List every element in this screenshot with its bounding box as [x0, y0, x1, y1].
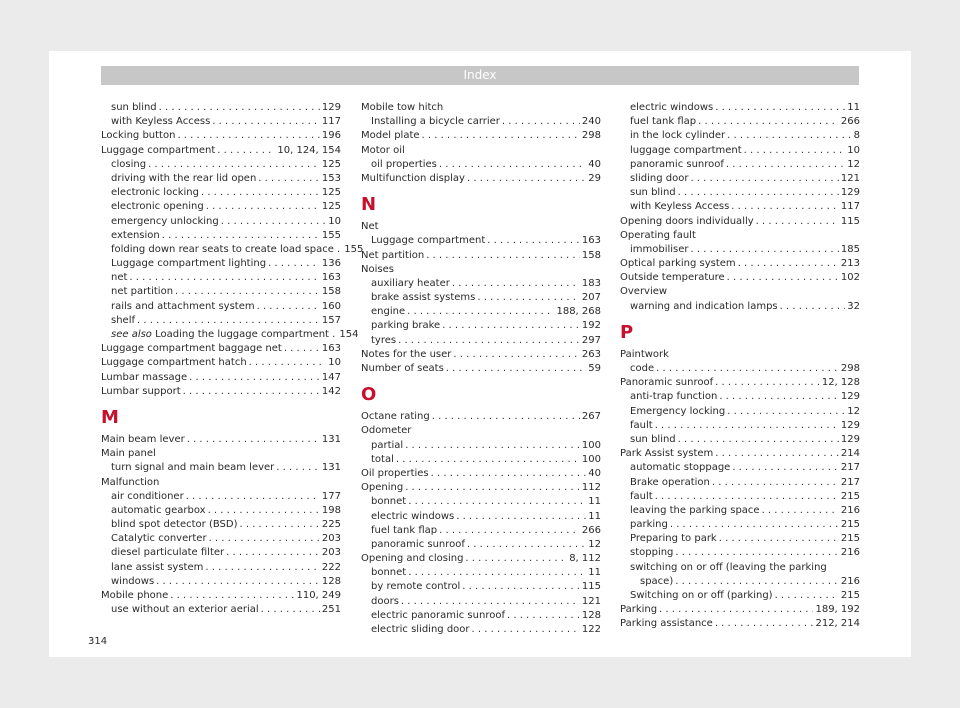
- index-entry: partial . . . 100: [361, 439, 601, 453]
- header-title: Index: [463, 68, 497, 82]
- index-entry: net partition . . . 158: [101, 285, 341, 299]
- index-entry: code . . . 298: [620, 362, 860, 376]
- index-heading: Main panel: [101, 448, 156, 460]
- index-entry: with Keyless Access . . . 117: [101, 115, 341, 129]
- index-entry: engine . . . 188, 268: [361, 305, 601, 319]
- index-entry: folding down rear seats to create load space . 155: [111, 243, 364, 255]
- index-entry: Parking . . . 189, 192: [620, 603, 860, 617]
- index-entry: blind spot detector (BSD) . . . 225: [101, 518, 341, 532]
- index-entry: shelf . . . 157: [101, 314, 341, 328]
- index-entry: Catalytic converter . . . 203: [101, 532, 341, 546]
- index-entry: Octane rating . . . 267: [361, 410, 601, 424]
- index-heading: Malfunction: [101, 476, 160, 488]
- index-entry: tyres . . . 297: [361, 334, 601, 348]
- index-entry: anti-trap function . . . 129: [620, 390, 860, 404]
- index-entry: doors . . . 121: [361, 595, 601, 609]
- index-entry: Luggage compartment lighting . . . 136: [101, 257, 341, 271]
- index-entry: with Keyless Access . . . 117: [620, 200, 860, 214]
- index-entry: parking . . . 215: [620, 518, 860, 532]
- index-entry: leaving the parking space . . . 216: [620, 504, 860, 518]
- index-entry: fuel tank flap . . . 266: [620, 115, 860, 129]
- index-entry: electric windows . . . 11: [620, 101, 860, 115]
- index-entry: parking brake . . . 192: [361, 319, 601, 333]
- index-entry: windows . . . 128: [101, 575, 341, 589]
- index-column-1: [101, 101, 364, 617]
- index-entry: diesel particulate filter . . . 203: [101, 546, 341, 560]
- index-entry: Emergency locking . . . 12: [620, 405, 860, 419]
- index-entry: Locking button . . . 196: [101, 129, 341, 143]
- index-heading: Overview: [620, 286, 668, 298]
- index-entry: Installing a bicycle carrier . . . 240: [361, 115, 601, 129]
- index-entry: electric panoramic sunroof . . . 128: [361, 609, 601, 623]
- index-entry: lane assist system . . . 222: [101, 561, 341, 575]
- section-letter-p: P: [620, 321, 634, 343]
- index-entry: Luggage compartment . . . 163: [361, 234, 601, 248]
- index-heading: Net: [361, 221, 379, 233]
- index-heading: switching on or off (leaving the parking: [630, 561, 827, 573]
- section-letter-n: N: [361, 194, 377, 216]
- index-entry: use without an exterior aerial . . . 251: [101, 603, 341, 617]
- index-entry: Outside temperature . . . 102: [620, 271, 860, 285]
- index-entry: see also Loading the luggage compartment . 154: [111, 329, 359, 340]
- index-heading: Operating fault: [620, 229, 696, 241]
- page-header: [101, 66, 859, 85]
- index-heading: Noises: [361, 263, 394, 275]
- index-entry: warning and indication lamps . . . 32: [620, 300, 860, 314]
- index-entry: Optical parking system . . . 213: [620, 257, 860, 271]
- index-entry: stopping . . . 216: [620, 546, 860, 560]
- index-entry: brake assist systems . . . 207: [361, 291, 601, 305]
- index-entry: emergency unlocking . . . 10: [101, 215, 341, 229]
- index-entry: space) . . . 216: [620, 575, 860, 589]
- index-entry: electronic opening . . . 125: [101, 200, 341, 214]
- index-entry: sun blind . . . 129: [101, 101, 341, 115]
- index-entry: Lumbar support . . . 142: [101, 385, 341, 399]
- index-entry: bonnet . . . 11: [361, 495, 601, 509]
- index-entry: fuel tank flap . . . 266: [361, 524, 601, 538]
- index-entry: in the lock cylinder . . . 8: [620, 129, 860, 143]
- index-entry: Notes for the user . . . 263: [361, 348, 601, 362]
- index-entry: sun blind . . . 129: [620, 433, 860, 447]
- index-heading: Odometer: [361, 425, 412, 437]
- index-entry: rails and attachment system . . . 160: [101, 300, 341, 314]
- index-heading: Paintwork: [620, 348, 669, 360]
- index-entry: fault . . . 129: [620, 419, 860, 433]
- index-entry: panoramic sunroof . . . 12: [620, 158, 860, 172]
- index-entry: auxiliary heater . . . 183: [361, 277, 601, 291]
- index-entry: electronic locking . . . 125: [101, 186, 341, 200]
- index-entry: Opening doors individually . . . 115: [620, 215, 860, 229]
- index-entry: Luggage compartment hatch . . . 10: [101, 356, 341, 370]
- index-entry: Oil properties . . . 40: [361, 467, 601, 481]
- index-entry: by remote control . . . 115: [361, 580, 601, 594]
- index-entry: total . . . 100: [361, 453, 601, 467]
- index-entry: electric windows . . . 11: [361, 510, 601, 524]
- index-entry: Preparing to park . . . 215: [620, 532, 860, 546]
- index-entry: net . . . 163: [101, 271, 341, 285]
- index-entry: automatic stoppage . . . 217: [620, 461, 860, 475]
- page-number: 314: [88, 636, 108, 647]
- index-entry: bonnet . . . 11: [361, 566, 601, 580]
- index-entry: Net partition . . . 158: [361, 249, 601, 263]
- index-entry: sun blind . . . 129: [620, 186, 860, 200]
- index-entry: Switching on or off (parking) . . . 215: [620, 589, 860, 603]
- index-column-2: [361, 101, 601, 637]
- index-entry: Parking assistance . . . 212, 214: [620, 617, 860, 631]
- index-entry: turn signal and main beam lever . . . 131: [101, 461, 341, 475]
- index-entry: immobiliser . . . 185: [620, 243, 860, 257]
- index-entry: Multifunction display . . . 29: [361, 172, 601, 186]
- index-entry: extension . . . 155: [101, 229, 341, 243]
- index-entry: luggage compartment . . . 10: [620, 144, 860, 158]
- index-entry: sliding door . . . 121: [620, 172, 860, 186]
- index-entry: air conditioner . . . 177: [101, 490, 341, 504]
- index-entry: fault . . . 215: [620, 490, 860, 504]
- index-entry: automatic gearbox . . . 198: [101, 504, 341, 518]
- index-entry: Brake operation . . . 217: [620, 476, 860, 490]
- index-entry: driving with the rear lid open . . . 153: [101, 172, 341, 186]
- section-letter-o: O: [361, 384, 377, 406]
- index-entry: Panoramic sunroof . . . 12, 128: [620, 376, 860, 390]
- section-letter-m: M: [101, 406, 119, 428]
- index-column-3: [620, 101, 860, 632]
- index-heading: Motor oil: [361, 144, 405, 156]
- index-entry: panoramic sunroof . . . 12: [361, 538, 601, 552]
- index-entry: Main beam lever . . . 131: [101, 433, 341, 447]
- index-entry: Opening and closing . . . 8, 112: [361, 552, 601, 566]
- index-entry: Opening . . . 112: [361, 481, 601, 495]
- index-entry: Number of seats . . . 59: [361, 362, 601, 376]
- index-entry: Luggage compartment . . . 10, 124, 154: [101, 144, 341, 158]
- index-entry: electric sliding door . . . 122: [361, 623, 601, 637]
- index-entry: Mobile phone . . . 110, 249: [101, 589, 341, 603]
- index-entry: oil properties . . . 40: [361, 158, 601, 172]
- index-heading: Mobile tow hitch: [361, 102, 444, 113]
- index-entry: Lumbar massage . . . 147: [101, 371, 341, 385]
- index-entry: Luggage compartment baggage net . . . 163: [101, 342, 341, 356]
- index-entry: closing . . . 125: [101, 158, 341, 172]
- index-entry: Model plate . . . 298: [361, 129, 601, 143]
- index-entry: Park Assist system . . . 214: [620, 447, 860, 461]
